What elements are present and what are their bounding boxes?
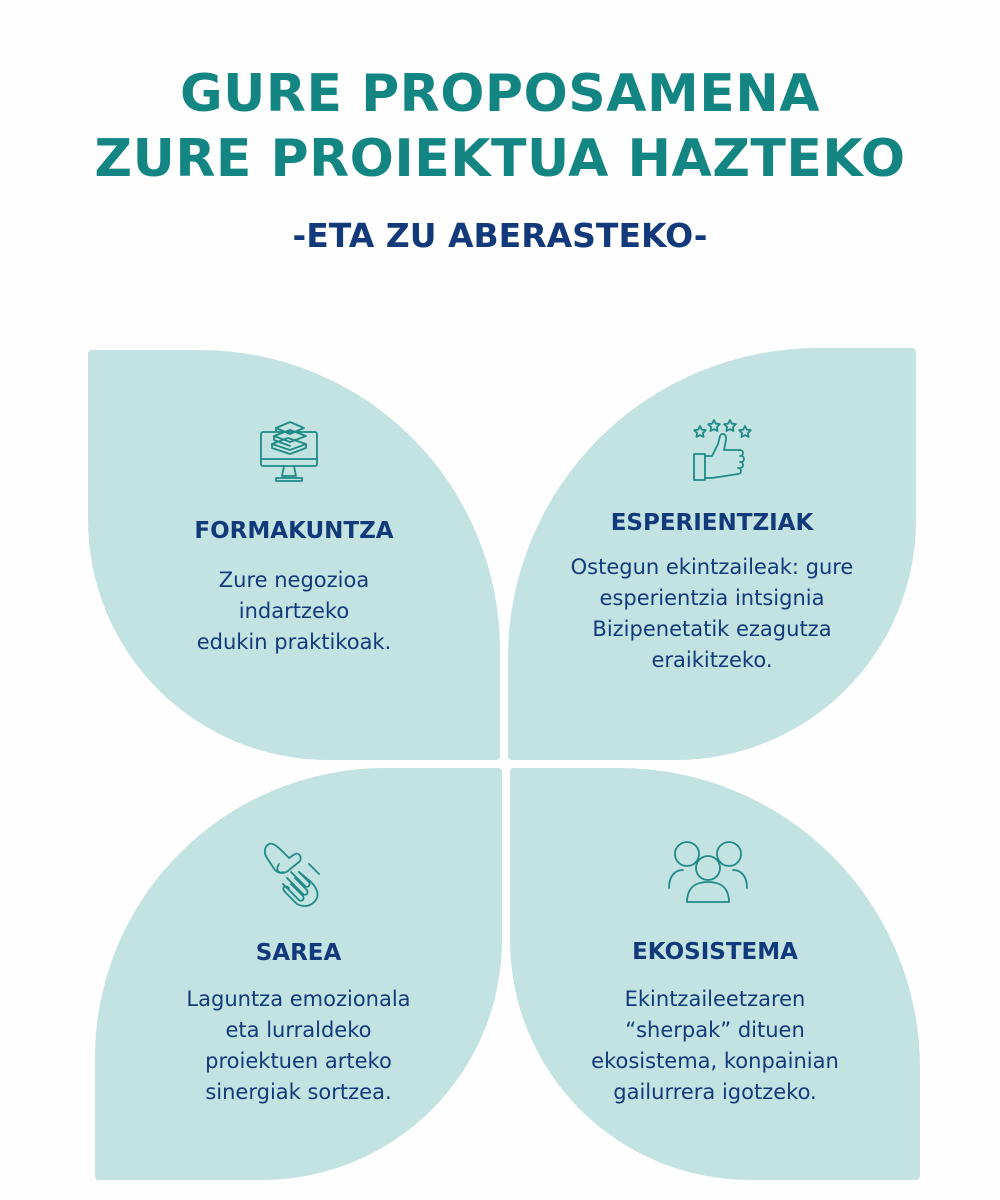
people-group-icon xyxy=(665,840,751,906)
card-line: Bizipenetatik ezagutza xyxy=(592,617,832,641)
card-heading: EKOSISTEMA xyxy=(632,939,798,965)
card-line: Zure negozioa xyxy=(218,568,370,592)
card-description xyxy=(95,984,502,1108)
card-esperientziak xyxy=(508,348,916,760)
card-line: eta lurraldeko xyxy=(225,1018,372,1042)
card-ekosistema xyxy=(510,768,920,1180)
card-line: Ekintzaileetzaren xyxy=(624,987,806,1011)
subtitle: -ETA ZU ABERASTEKO- xyxy=(292,216,708,255)
card-line: “sherpak” dituen xyxy=(625,1018,805,1042)
card-line: Laguntza emozionala xyxy=(186,987,411,1011)
card-line: ekosistema, konpainian xyxy=(591,1049,839,1073)
card-heading: FORMAKUNTZA xyxy=(194,518,394,544)
card-description xyxy=(508,552,916,676)
card-description xyxy=(88,565,500,658)
card-description xyxy=(510,984,920,1108)
card-line: eraikitzeko. xyxy=(651,648,773,672)
card-heading: SAREA xyxy=(255,940,342,966)
card-heading: ESPERIENTZIAK xyxy=(610,510,814,536)
card-line: Ostegun ekintzaileak: gure xyxy=(570,555,854,579)
card-line: indartzeko xyxy=(238,599,350,623)
card-line: edukin praktikoak. xyxy=(196,630,392,654)
card-line: gailurrera igotzeko. xyxy=(613,1080,817,1104)
handshake-icon xyxy=(261,840,327,910)
thumbs-up-stars-icon xyxy=(690,414,760,484)
card-sarea xyxy=(95,768,502,1180)
card-line: proiektuen arteko xyxy=(205,1049,392,1073)
card-line: sinergiak sortzea. xyxy=(205,1080,392,1104)
card-line: esperientzia intsignia xyxy=(599,586,825,610)
card-formakuntza xyxy=(88,350,500,760)
title-line-2: ZURE PROIEKTUA HAZTEKO xyxy=(94,129,906,189)
title-line-1: GURE PROPOSAMENA xyxy=(180,64,820,124)
books-on-monitor-icon xyxy=(258,414,320,486)
